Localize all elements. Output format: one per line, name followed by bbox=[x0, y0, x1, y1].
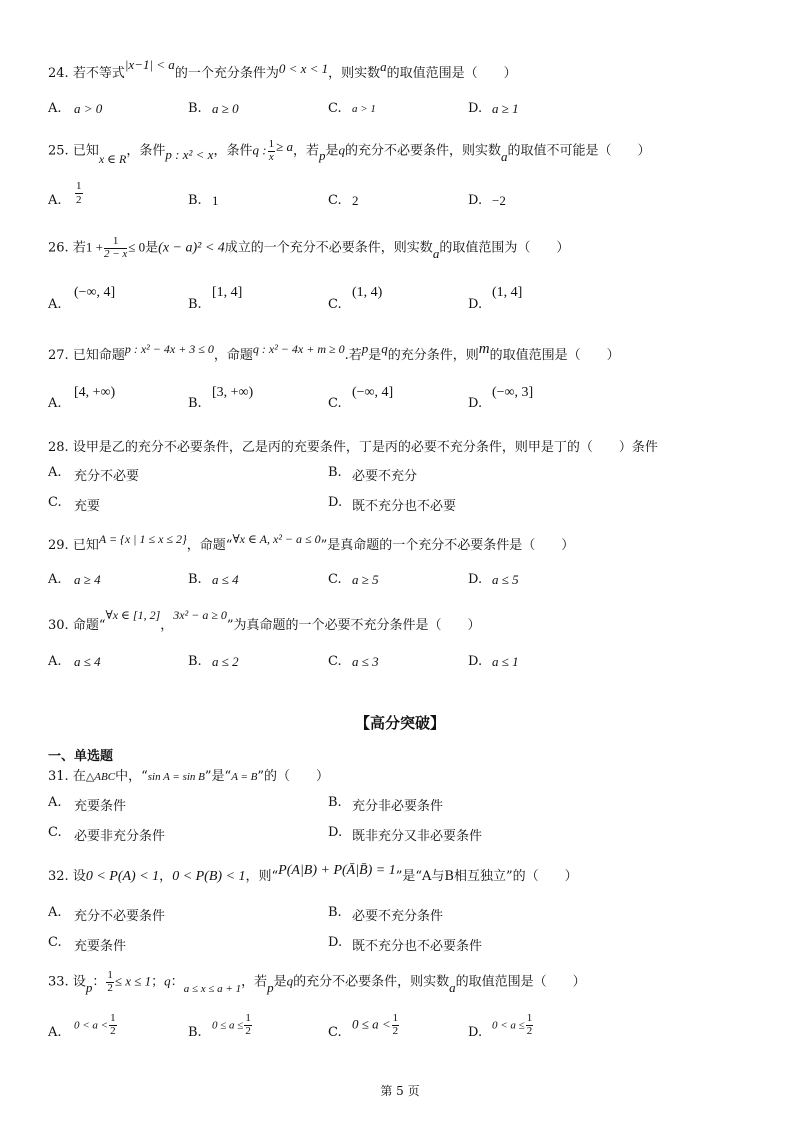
q25-option-b-label: B. bbox=[188, 193, 202, 208]
q33-option-d-num: 1 bbox=[526, 1012, 533, 1024]
q27-text-c: .若 bbox=[344, 348, 362, 363]
q28-text: 设甲是乙的充分不必要条件，乙是丙的充要条件，丁是丙的必要不充分条件，则甲是丁的（ ）条件 bbox=[72, 440, 658, 455]
q27-option-b: [3, +∞) bbox=[212, 385, 254, 400]
q33-option-c-den: 2 bbox=[392, 1024, 399, 1037]
q27-number: 27. bbox=[48, 348, 69, 363]
q26-option-a-label: A. bbox=[48, 297, 62, 312]
q25-text-f: 的充分不必要条件，则实数 bbox=[344, 143, 501, 159]
q28-option-d: 既不充分也不必要 bbox=[352, 499, 457, 514]
q24-var-a: a bbox=[380, 59, 387, 74]
q30-option-c-label: C. bbox=[328, 654, 342, 669]
q27-option-d: (−∞, 3] bbox=[492, 385, 534, 400]
q33-fraction bbox=[106, 970, 114, 994]
q29-text-b: ，命题“ bbox=[186, 538, 233, 553]
q27-var-q: q bbox=[381, 341, 388, 356]
q27-var-p: p bbox=[361, 341, 369, 356]
q33-text-g: 的充分不必要条件，则实数 bbox=[293, 974, 450, 990]
q29-text-c: ”是真命题的一个充分不必要条件是（ ） bbox=[320, 538, 575, 553]
q29-text-a: 已知 bbox=[72, 538, 99, 553]
q31-option-b: 充分非必要条件 bbox=[352, 799, 444, 814]
q30-option-d: a ≤ 1 bbox=[492, 654, 519, 669]
q25-expr3-pre: q : bbox=[252, 142, 267, 158]
q26-option-b: [1, 4] bbox=[212, 285, 243, 300]
q24-text-d: 的取值范围是（ ） bbox=[386, 66, 517, 81]
q33-text-a: 设 bbox=[72, 974, 86, 990]
q28-option-b: 必要不充分 bbox=[352, 469, 418, 484]
q33-option-d-den: 2 bbox=[526, 1024, 533, 1037]
q29-option-b: a ≤ 4 bbox=[212, 572, 239, 587]
q33-expr1-post: ≤ x ≤ 1 bbox=[114, 973, 152, 989]
q27-var-m: m bbox=[478, 341, 490, 357]
question-28 bbox=[48, 436, 658, 455]
q33-option-a-expr: 0 < a < bbox=[74, 1019, 109, 1032]
q25-option-a-den: 2 bbox=[76, 193, 82, 206]
q25-option-c-label: C. bbox=[328, 193, 342, 208]
q26-option-b-label: B. bbox=[188, 297, 202, 312]
q26-option-c: (1, 4) bbox=[352, 285, 383, 300]
q32-number: 32. bbox=[48, 869, 69, 884]
q33-option-d bbox=[492, 1013, 534, 1037]
q32-option-a: 充分不必要条件 bbox=[74, 909, 166, 924]
q33-option-c-num: 1 bbox=[392, 1012, 399, 1024]
q32-option-d: 既不充分也不必要条件 bbox=[352, 939, 483, 954]
q32-option-b: 必要不充分条件 bbox=[352, 909, 444, 924]
q24-option-b-label: B. bbox=[188, 101, 202, 116]
q25-expr1: x ∈ R bbox=[98, 151, 127, 166]
q31-expr2: sin A = sin B bbox=[147, 771, 205, 783]
q26-expr1-pre: 1 + bbox=[85, 239, 103, 255]
q33-frac-den: 2 bbox=[107, 981, 113, 994]
q25-option-d-label: D. bbox=[468, 193, 483, 208]
q33-var-a: a bbox=[449, 979, 456, 995]
q33-option-b-expr: 0 ≤ a ≤ bbox=[212, 1019, 244, 1032]
q31-expr1: △ABC bbox=[85, 771, 116, 783]
q25-var-q: q bbox=[338, 142, 345, 158]
q30-number: 30. bbox=[48, 618, 69, 633]
q25-var-a: a bbox=[501, 148, 508, 164]
q33-text-f: 是 bbox=[273, 974, 287, 990]
q27-option-c-label: C. bbox=[328, 396, 342, 411]
q26-fraction bbox=[104, 236, 127, 260]
q25-var-p: p bbox=[318, 147, 326, 163]
q29-option-d: a ≤ 5 bbox=[492, 572, 519, 587]
q30-option-a: a ≤ 4 bbox=[74, 654, 101, 669]
q32-option-c: 充要条件 bbox=[74, 939, 127, 954]
question-27 bbox=[48, 341, 620, 364]
page-footer: 第 5 页 bbox=[380, 1084, 420, 1098]
q33-expr2: a ≤ x ≤ a + 1 bbox=[183, 982, 242, 995]
question-30 bbox=[48, 608, 481, 633]
q29-expr1: A = {x | 1 ≤ x ≤ 2} bbox=[98, 532, 187, 546]
q26-text-c: 成立的一个充分不必要条件，则实数 bbox=[224, 240, 433, 256]
q25-text-g: 的取值不可能是（ ） bbox=[507, 143, 651, 159]
q31-text-b: 中，“ bbox=[115, 769, 148, 784]
q33-text-c: ； bbox=[151, 974, 165, 990]
q26-text-b: 是 bbox=[145, 240, 159, 256]
question-32 bbox=[48, 865, 578, 885]
question-31 bbox=[48, 765, 329, 784]
q33-frac-num: 1 bbox=[107, 969, 113, 981]
q29-number: 29. bbox=[48, 538, 69, 553]
q33-option-d-expr: 0 < a ≤ bbox=[492, 1019, 525, 1032]
q24-option-d-label: D. bbox=[468, 101, 483, 116]
q30-expr2: 3x² − a ≥ 0 bbox=[173, 608, 227, 622]
q33-text-d: ： bbox=[170, 974, 184, 990]
q25-option-c: 2 bbox=[352, 193, 359, 208]
q28-number: 28. bbox=[48, 440, 69, 455]
q29-option-b-label: B. bbox=[188, 572, 202, 587]
q25-option-d: −2 bbox=[492, 193, 506, 208]
q32-expr2: 0 < P(B) < 1 bbox=[172, 869, 246, 884]
q26-frac-den: 2 − x bbox=[103, 247, 128, 260]
q25-text-c: ，条件 bbox=[213, 143, 253, 159]
section-title: 【高分突破】 bbox=[354, 714, 445, 732]
q26-expr1-post: ≤ 0 bbox=[128, 239, 146, 255]
q32-text-a: 设 bbox=[72, 869, 86, 884]
section-subtitle: 一、单选题 bbox=[48, 749, 114, 764]
q25-text-b: ，条件 bbox=[126, 143, 166, 159]
q33-number: 33. bbox=[48, 974, 69, 990]
q32-text-b: ， bbox=[159, 869, 173, 884]
q27-expr1: p : x² − 4x + 3 ≤ 0 bbox=[124, 342, 214, 356]
q25-text-a: 已知 bbox=[72, 143, 99, 159]
q29-option-a: a ≥ 4 bbox=[74, 572, 101, 587]
q33-option-c-expr: 0 ≤ a < bbox=[352, 1016, 391, 1032]
q31-option-c: 必要非充分条件 bbox=[74, 829, 166, 844]
q33-option-a-label: A. bbox=[48, 1025, 62, 1040]
q25-expr3-post: ≥ a bbox=[276, 138, 293, 154]
q33-option-b-den: 2 bbox=[245, 1024, 251, 1037]
q24-option-a-label: A. bbox=[48, 101, 62, 116]
q26-expr2: (x − a)² < 4 bbox=[158, 240, 225, 256]
q33-option-a-num: 1 bbox=[110, 1012, 116, 1024]
q28-option-c-label: C. bbox=[48, 495, 62, 510]
q33-var-p1: p bbox=[85, 979, 93, 995]
q25-number: 25. bbox=[48, 143, 69, 159]
q32-text-c: ，则“ bbox=[245, 869, 279, 884]
q25-option-b: 1 bbox=[212, 193, 219, 208]
q26-text-a: 若 bbox=[72, 240, 86, 256]
q27-expr2: q : x² − 4x + m ≥ 0 bbox=[252, 342, 345, 356]
q24-option-a: a > 0 bbox=[74, 101, 103, 116]
q31-option-d: 既非充分又非必要条件 bbox=[352, 829, 483, 844]
q28-option-a: 充分不必要 bbox=[74, 469, 140, 484]
q29-option-c-label: C. bbox=[328, 572, 342, 587]
q26-option-c-label: C. bbox=[328, 297, 342, 312]
q27-text-f: 的取值范围是（ ） bbox=[489, 348, 620, 363]
q33-option-b bbox=[212, 1013, 253, 1037]
q27-option-a: [4, +∞) bbox=[74, 385, 116, 400]
q33-var-p2: p bbox=[267, 979, 274, 995]
q25-expr2: p : x² < x bbox=[165, 146, 214, 162]
q27-option-b-label: B. bbox=[188, 396, 202, 411]
q27-option-c: (−∞, 4] bbox=[352, 385, 394, 400]
question-26 bbox=[48, 236, 569, 260]
q27-text-d: 是 bbox=[368, 348, 382, 363]
question-25 bbox=[48, 138, 651, 166]
q28-option-c: 充要 bbox=[74, 499, 101, 514]
q30-expr1: ∀x ∈ [1, 2] bbox=[105, 608, 161, 622]
q33-option-b-label: B. bbox=[188, 1025, 202, 1040]
q31-number: 31. bbox=[48, 769, 69, 784]
q33-text-h: 的取值范围是（ ） bbox=[455, 974, 586, 990]
q33-option-a bbox=[74, 1013, 118, 1037]
q33-option-b-num: 1 bbox=[245, 1012, 251, 1024]
q31-text-a: 在 bbox=[72, 769, 86, 784]
q28-option-b-label: B. bbox=[328, 465, 342, 480]
q33-option-c bbox=[352, 1013, 400, 1037]
q31-text-c: ”是“ bbox=[204, 769, 232, 784]
q28-option-d-label: D. bbox=[328, 495, 343, 510]
q24-option-d: a ≥ 1 bbox=[492, 101, 519, 116]
question-33 bbox=[48, 970, 586, 994]
q25-option-a-num: 1 bbox=[76, 180, 82, 192]
q32-option-b-label: B. bbox=[328, 905, 342, 920]
question-29 bbox=[48, 534, 574, 553]
q25-fraction bbox=[268, 139, 276, 163]
q30-option-d-label: D. bbox=[468, 654, 483, 669]
q24-number: 24. bbox=[48, 66, 69, 81]
q27-text-e: 的充分条件，则 bbox=[387, 348, 479, 363]
q25-option-a-label: A. bbox=[48, 193, 62, 208]
q33-var-q2: q bbox=[286, 973, 294, 989]
q32-option-d-label: D. bbox=[328, 935, 343, 950]
q32-expr3: P(A|B) + P(Ā|B̄) = 1 bbox=[278, 863, 396, 878]
q31-option-a-label: A. bbox=[48, 795, 62, 810]
q33-option-a-den: 2 bbox=[110, 1024, 116, 1037]
q31-option-d-label: D. bbox=[328, 825, 343, 840]
q30-option-b-label: B. bbox=[188, 654, 202, 669]
q26-text-d: 的取值范围为（ ） bbox=[439, 240, 570, 256]
q26-option-d-label: D. bbox=[468, 297, 483, 312]
q25-text-d: ，若 bbox=[292, 143, 319, 159]
q24-text-b: 的一个充分条件为 bbox=[174, 66, 279, 81]
q32-text-d: ”是“A与B相互独立”的（ ） bbox=[395, 869, 578, 884]
q31-option-a: 充要条件 bbox=[74, 799, 127, 814]
q29-option-a-label: A. bbox=[48, 572, 62, 587]
q32-expr1: 0 < P(A) < 1 bbox=[85, 869, 160, 884]
q24-expr1: |x−1| < a bbox=[124, 57, 175, 72]
q24-expr2: 0 < x < 1 bbox=[278, 61, 329, 76]
q26-number: 26. bbox=[48, 240, 69, 256]
q29-option-d-label: D. bbox=[468, 572, 483, 587]
q27-text-a: 已知命题 bbox=[72, 348, 125, 363]
q31-expr3: A = B bbox=[231, 771, 258, 783]
q32-option-a-label: A. bbox=[48, 905, 62, 920]
q30-option-b: a ≤ 2 bbox=[212, 654, 239, 669]
q26-option-d: (1, 4] bbox=[492, 285, 523, 300]
q24-text: 若不等式 bbox=[72, 66, 125, 81]
q30-text-a: 命题“ bbox=[72, 618, 106, 633]
q27-option-a-label: A. bbox=[48, 396, 62, 411]
q24-option-c: a > 1 bbox=[352, 103, 376, 115]
q29-expr2: ∀x ∈ A, x² − a ≤ 0 bbox=[232, 532, 321, 546]
q24-option-b: a ≥ 0 bbox=[212, 101, 239, 116]
q31-option-b-label: B. bbox=[328, 795, 342, 810]
q25-option-a bbox=[74, 180, 84, 206]
q26-var-a: a bbox=[432, 245, 440, 261]
q31-text-d: ”的（ ） bbox=[257, 769, 330, 784]
q24-text-c: ，则实数 bbox=[328, 66, 381, 81]
q32-option-c-label: C. bbox=[48, 935, 62, 950]
q29-option-c: a ≥ 5 bbox=[352, 572, 379, 587]
q25-frac-den: x bbox=[268, 150, 274, 163]
q31-option-c-label: C. bbox=[48, 825, 62, 840]
q30-option-a-label: A. bbox=[48, 654, 62, 669]
q26-frac-num: 1 bbox=[104, 236, 127, 249]
q33-option-c-label: C. bbox=[328, 1025, 342, 1040]
q24-option-c-label: C. bbox=[328, 101, 342, 116]
q33-text-b: ： bbox=[92, 974, 106, 990]
q25-frac-num: 1 bbox=[268, 138, 275, 150]
q30-text-c: ”为真命题的一个必要不充分条件是（ ） bbox=[226, 618, 481, 633]
q27-option-d-label: D. bbox=[468, 396, 483, 411]
question-24 bbox=[48, 57, 517, 81]
q30-option-c: a ≤ 3 bbox=[352, 654, 379, 669]
q30-text-b: ， bbox=[160, 618, 174, 633]
q33-option-d-label: D. bbox=[468, 1025, 483, 1040]
q25-text-e: 是 bbox=[325, 143, 339, 159]
q33-var-q1: q bbox=[164, 973, 171, 989]
q33-text-e: ，若 bbox=[241, 974, 268, 990]
q28-option-a-label: A. bbox=[48, 465, 62, 480]
q26-option-a: (−∞, 4] bbox=[74, 285, 116, 300]
q27-text-b: ，命题 bbox=[213, 348, 253, 363]
